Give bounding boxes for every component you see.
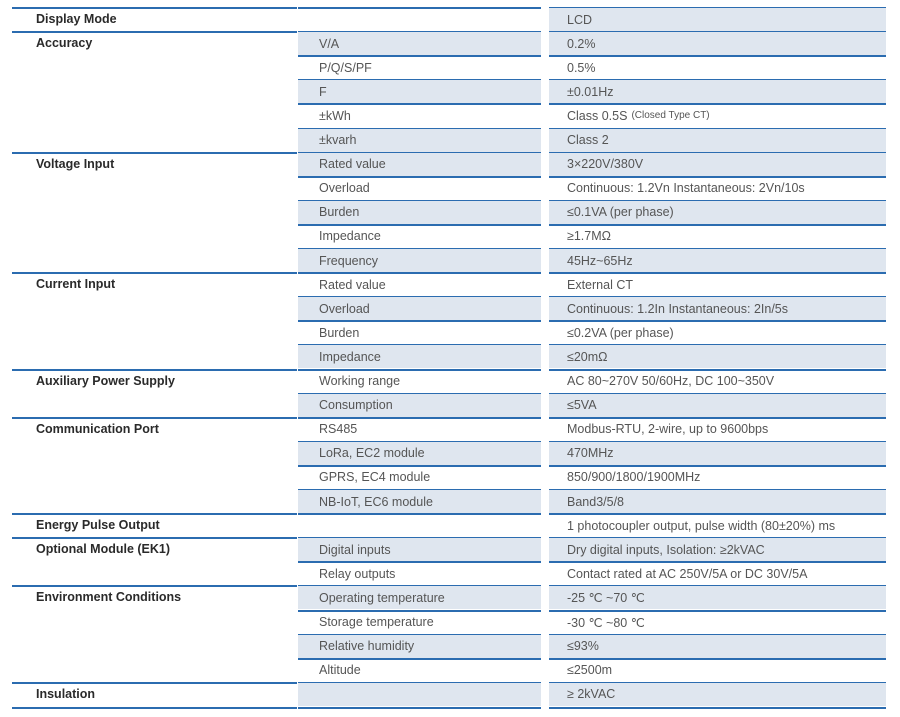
- param-cell: Rated value: [319, 277, 386, 292]
- value-cell: [549, 32, 886, 55]
- param-cell: Operating temperature: [298, 586, 541, 609]
- param-cell: GPRS, EC4 module: [319, 470, 431, 485]
- param-cell: Rated value: [298, 153, 541, 176]
- section-label: Accuracy: [36, 36, 93, 51]
- value-text: ≤5VA: [567, 398, 597, 413]
- value-cell: [549, 249, 886, 272]
- value-cell: [549, 80, 886, 103]
- param-cell: Overload: [298, 297, 541, 320]
- value-text: External CT: [567, 277, 633, 292]
- value-text: 1 photocoupler output, pulse width (80±20%) ms: [567, 518, 836, 533]
- param-cell: V/A: [298, 32, 541, 55]
- section-label: Display Mode: [36, 12, 117, 26]
- value-cell: [549, 8, 886, 31]
- param-cell: Overload: [319, 181, 370, 196]
- section-label: Current Input: [36, 277, 116, 292]
- param-cell: Impedance: [298, 345, 541, 368]
- section-label: Auxiliary Power Supply: [36, 373, 175, 388]
- value-cell: [549, 321, 886, 344]
- value-cell: [549, 538, 886, 561]
- param-cell: Storage temperature: [319, 615, 434, 630]
- section-label: Voltage Input: [36, 156, 115, 171]
- section-label: Energy Pulse Output: [36, 518, 160, 533]
- section-label: Optional Module (EK1): [36, 542, 171, 557]
- value-cell: [549, 562, 886, 585]
- value-cell: [549, 466, 886, 489]
- param-cell: Digital inputs: [298, 538, 541, 561]
- param-cell: ±kvarh: [298, 129, 541, 152]
- value-cell: [549, 514, 886, 537]
- param-cell: [298, 514, 541, 537]
- value-cell: [549, 659, 886, 682]
- param-cell: F: [298, 80, 541, 103]
- section-label: Insulation: [36, 686, 96, 701]
- param-cell: [298, 8, 541, 31]
- param-cell: Impedance: [319, 229, 381, 244]
- param-cell: Burden: [298, 201, 541, 224]
- value-cell: [549, 490, 886, 513]
- value-cell: [549, 297, 886, 320]
- value-text: Dry digital inputs, Isolation: ≥2kVAC: [567, 542, 765, 557]
- value-cell: [549, 418, 886, 441]
- value-cell: [549, 586, 886, 609]
- value-text: Contact rated at AC 250V/5A or DC 30V/5A: [567, 566, 808, 581]
- value-text: 470MHz: [567, 446, 614, 461]
- value-cell: [549, 201, 886, 224]
- value-cell: [549, 345, 886, 368]
- param-cell: NB-IoT, EC6 module: [298, 490, 541, 513]
- value-cell: [549, 683, 886, 706]
- value-cell: [549, 56, 886, 79]
- value-text: 850/900/1800/1900MHz: [567, 470, 701, 485]
- value-text: ≤93%: [567, 639, 599, 654]
- table-bottom: [12, 707, 297, 709]
- value-text: ≤0.1VA (per phase): [567, 205, 674, 220]
- value-cell: [549, 442, 886, 465]
- table-bottom: [549, 707, 886, 709]
- value-text: ≥1.7MΩ: [567, 229, 611, 244]
- value-cell: [549, 394, 886, 417]
- value-text: LCD: [567, 12, 593, 27]
- value-cell: [549, 104, 886, 127]
- param-cell: Frequency: [298, 249, 541, 272]
- value-text: ≤0.2VA (per phase): [567, 325, 674, 340]
- value-note: (Closed Type CT): [631, 110, 710, 122]
- value-cell: [549, 635, 886, 658]
- value-text: 0.5%: [567, 60, 596, 75]
- value-text: Class 0.5S: [567, 108, 628, 123]
- value-cell: [549, 273, 886, 296]
- param-cell: Relay outputs: [319, 566, 396, 581]
- value-text: Class 2: [567, 133, 609, 148]
- param-cell: Consumption: [298, 394, 541, 417]
- section-label: Environment Conditions: [36, 590, 182, 605]
- value-text: ≤20mΩ: [567, 349, 608, 364]
- value-text: Continuous: 1.2Vn Instantaneous: 2Vn/10s: [567, 181, 805, 196]
- value-cell: [549, 153, 886, 176]
- value-text: -30 ℃ ~80 ℃: [567, 615, 645, 630]
- value-cell: [549, 225, 886, 248]
- section-label: Communication Port: [36, 421, 159, 436]
- value-cell: [549, 611, 886, 634]
- value-text: ±0.01Hz: [567, 84, 614, 99]
- param-cell: [298, 683, 541, 706]
- value-text: ≤2500m: [567, 663, 613, 678]
- param-cell: Altitude: [319, 663, 361, 678]
- value-text: Modbus-RTU, 2-wire, up to 9600bps: [567, 422, 769, 437]
- value-cell: [549, 370, 886, 393]
- value-cell: [549, 129, 886, 152]
- param-cell: LoRa, EC2 module: [298, 442, 541, 465]
- value-text: 0.2%: [567, 36, 596, 51]
- param-cell: RS485: [319, 422, 358, 437]
- value-cell: [549, 177, 886, 200]
- value-text: Band3/5/8: [567, 494, 624, 509]
- param-cell: Working range: [319, 374, 401, 389]
- value-text: Continuous: 1.2In Instantaneous: 2In/5s: [567, 301, 788, 316]
- value-text: AC 80~270V 50/60Hz, DC 100~350V: [567, 374, 775, 389]
- param-cell: P/Q/S/PF: [319, 60, 372, 75]
- param-cell: ±kWh: [319, 108, 351, 123]
- value-text: 45Hz~65Hz: [567, 253, 633, 268]
- value-text: ≥ 2kVAC: [567, 687, 616, 702]
- table-bottom: [298, 707, 541, 709]
- param-cell: Burden: [319, 325, 360, 340]
- param-cell: Relative humidity: [298, 635, 541, 658]
- value-text: -25 ℃ ~70 ℃: [567, 591, 645, 606]
- value-text: 3×220V/380V: [567, 157, 644, 172]
